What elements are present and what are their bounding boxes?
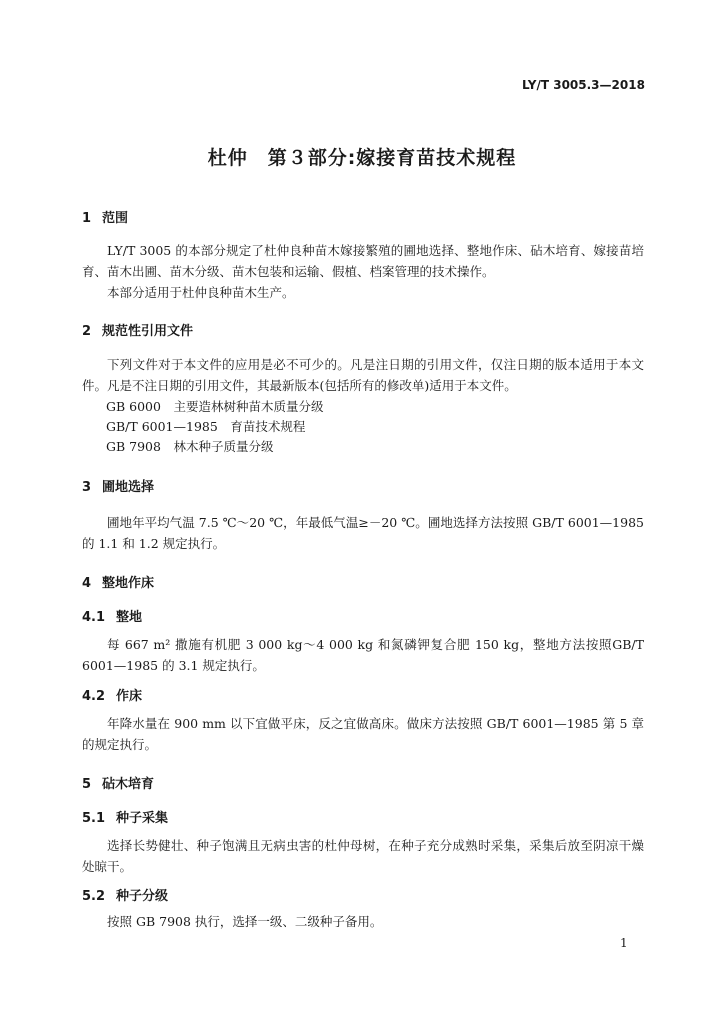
section-4-1-paragraph-1: 每 667 m² 撒施有机肥 3 000 kg～4 000 kg 和氮磷钾复合肥 150 kg，整地方法按照GB/T 6001—1985 的 3.1 规定执行。: [82, 637, 644, 673]
reference-code: GB/T 6001—1985: [106, 419, 218, 434]
section-5-1-paragraph-1: 选择长势健壮、种子饱满且无病虫害的杜仲母树，在种子充分成熟时采集，采集后放至阴凉干燥处晾干。: [82, 838, 644, 874]
section-title: 种子分级: [116, 889, 169, 904]
reference-name: 主要造林树种苗木质量分级: [173, 399, 324, 414]
reference-code: GB 6000: [106, 399, 161, 414]
reference-name: 育苗技术规程: [230, 419, 306, 434]
section-title: 整地作床: [102, 576, 155, 591]
section-5-1-heading: [82, 807, 168, 826]
document-title: 杜仲 第３部分:嫁接育苗技术规程: [207, 147, 517, 169]
section-title: 圃地选择: [102, 480, 155, 495]
section-title: 整地: [116, 610, 143, 625]
section-1-heading: [82, 207, 128, 226]
section-number: 5.1: [82, 811, 106, 826]
section-number: 2: [82, 324, 92, 339]
section-2-paragraph-1: 下列文件对于本文件的应用是必不可少的。凡是注日期的引用文件，仅注日期的版本适用于本文件。凡是不注日期的引用文件，其最新版本(包括所有的修改单)适用于本文件。: [82, 357, 644, 393]
section-number: 5: [82, 777, 92, 792]
section-number: 3: [82, 480, 92, 495]
section-title: 作床: [116, 689, 143, 704]
section-3-heading: [82, 476, 154, 495]
section-4-2-heading: [82, 685, 142, 704]
section-title: 种子采集: [116, 811, 169, 826]
reference-item: [106, 437, 274, 455]
section-title: 范围: [102, 211, 129, 226]
reference-name: 林木种子质量分级: [173, 439, 274, 454]
reference-item: [106, 397, 324, 415]
section-4-1-heading: [82, 606, 142, 625]
section-number: 4.1: [82, 610, 106, 625]
section-1-paragraph-1: LY/T 3005 的本部分规定了杜仲良种苗木嫁接繁殖的圃地选择、整地作床、砧木培育、嫁接苗培育、苗木出圃、苗木分级、苗木包装和运输、假植、档案管理的技术操作。: [82, 243, 644, 279]
section-title: 规范性引用文件: [102, 324, 194, 339]
section-number: 1: [82, 211, 92, 226]
section-number: 4: [82, 576, 92, 591]
section-1-paragraph-2: 本部分适用于杜仲良种苗木生产。: [107, 285, 295, 300]
reference-code: GB 7908: [106, 439, 161, 454]
section-5-heading: [82, 773, 154, 792]
section-5-2-heading: [82, 885, 168, 904]
section-number: 5.2: [82, 889, 106, 904]
section-2-heading: [82, 320, 193, 339]
standard-code: LY/T 3005.3—2018: [522, 78, 645, 92]
section-3-paragraph-1: 圃地年平均气温 7.5 ℃～20 ℃，年最低气温≥－20 ℃。圃地选择方法按照 GB/T 6001—1985 的 1.1 和 1.2 规定执行。: [82, 515, 644, 551]
page-number: 1: [620, 936, 628, 950]
section-number: 4.2: [82, 689, 106, 704]
reference-item: [106, 417, 305, 435]
section-title: 砧木培育: [102, 777, 155, 792]
section-4-heading: [82, 572, 154, 591]
section-4-2-paragraph-1: 年降水量在 900 mm 以下宜做平床，反之宜做高床。做床方法按照 GB/T 6001—1985 第 5 章的规定执行。: [82, 716, 644, 752]
section-5-2-paragraph-1: 按照 GB 7908 执行，选择一级、二级种子备用。: [107, 914, 383, 929]
